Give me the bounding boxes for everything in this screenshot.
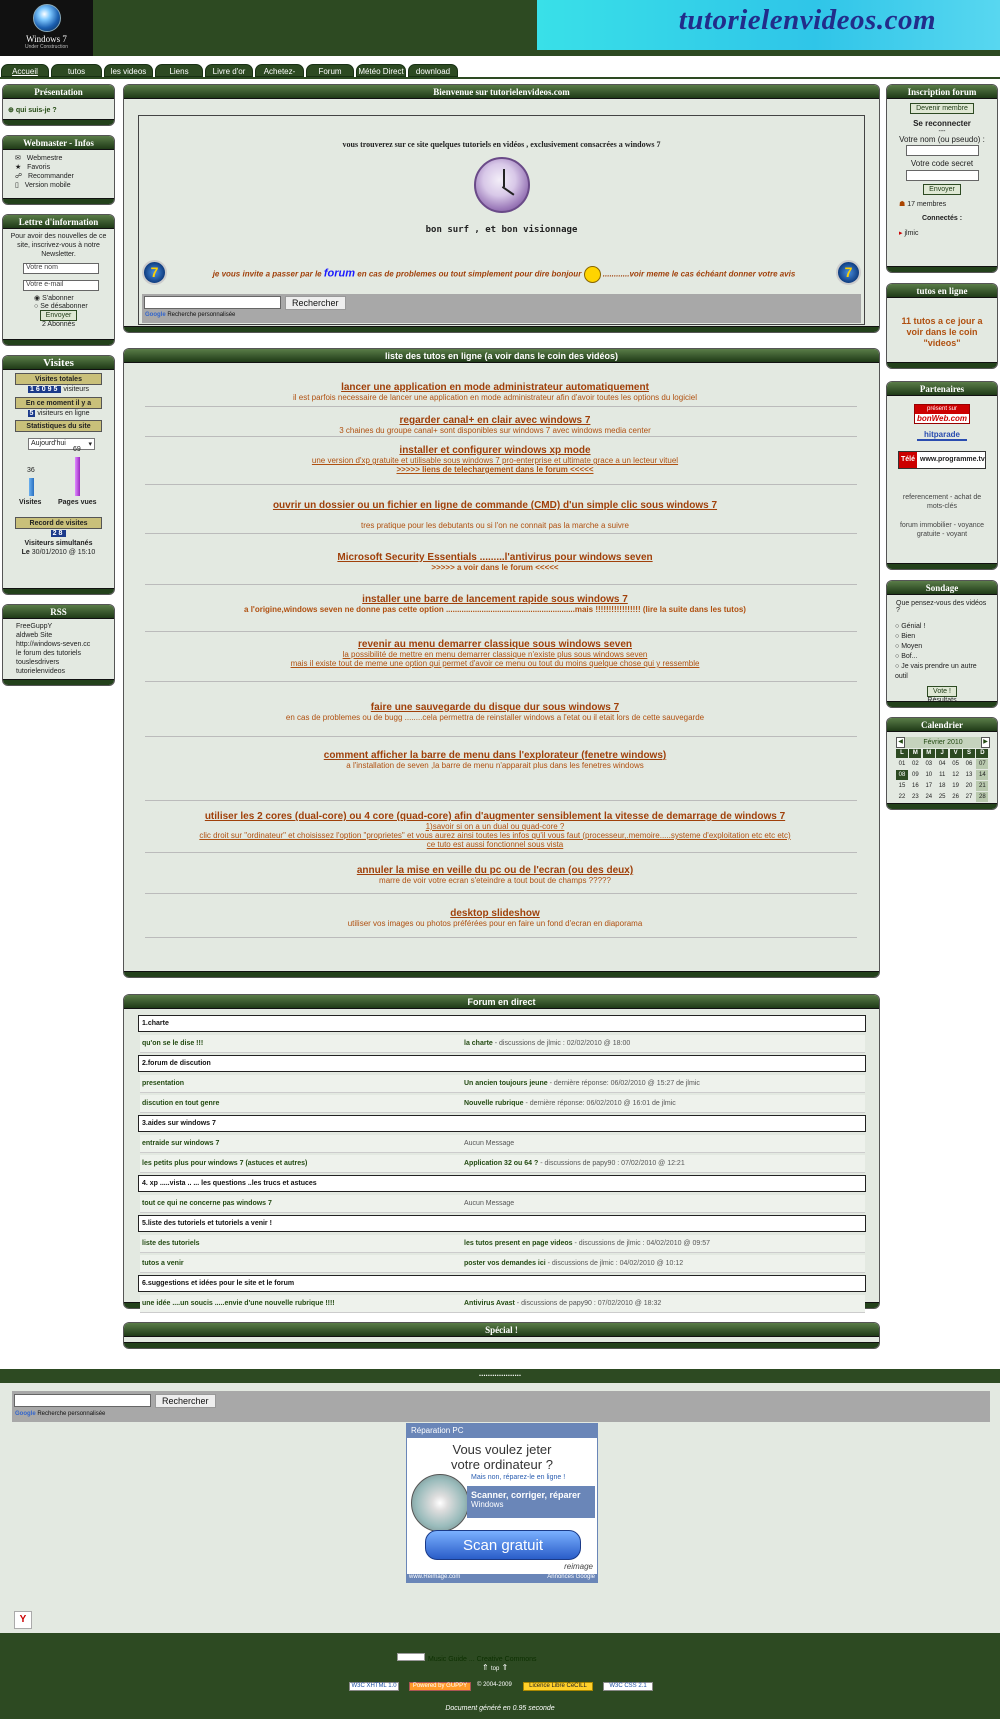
tab-accueil[interactable]: Accueil bbox=[1, 64, 49, 77]
windows-orb-icon bbox=[33, 4, 61, 32]
tuto-description: mais il existe tout de meme une option qui permet d'avoir ce menu ou tout du moins quelque chose qui y ressemble bbox=[290, 659, 700, 668]
period-select[interactable]: Aujourd'hui ▾ bbox=[28, 438, 95, 450]
login-name-input[interactable] bbox=[906, 145, 979, 156]
welcome-frame bbox=[138, 115, 865, 325]
star-icon: ★ bbox=[15, 164, 22, 171]
calendar-day-header: V bbox=[950, 749, 962, 758]
visits-panel: Visites Visites totales 16095 visiteurs En ce moment il y a 5 visiteurs en ligne Statistiques du site Aujourd'hui ▾ 36 69 Visites Pages vues Record de visites 28 Visiteurs simultanés Le 30/01/2010 @ 15:10 bbox=[2, 355, 115, 595]
tuto-item bbox=[125, 750, 865, 770]
tuto-separator bbox=[145, 406, 857, 407]
unsubscribe-radio[interactable]: ○ Se désabonner bbox=[34, 303, 88, 310]
calendar-day[interactable]: 23 bbox=[912, 794, 919, 800]
arrow-right-icon: ▸ bbox=[899, 230, 903, 237]
win7-badge-icon: 7 bbox=[142, 260, 167, 285]
calendar-day-header: M bbox=[909, 749, 921, 758]
forum-topic-link[interactable]: Nouvelle rubrique bbox=[464, 1100, 524, 1107]
panel-title: tutos en ligne bbox=[887, 284, 997, 298]
stats-label: Statistiques du site bbox=[15, 420, 102, 432]
login-name-label: Votre nom (ou pseudo) : bbox=[899, 135, 985, 144]
tuto-item bbox=[125, 415, 865, 435]
newsletter-email-input[interactable]: Votre e-mail bbox=[23, 280, 99, 291]
panel-title: Partenaires bbox=[887, 382, 997, 396]
tab-achetez-vend[interactable]: Achetez- bbox=[255, 64, 304, 77]
tuto-item bbox=[125, 865, 865, 885]
tuto-description: une version d'xp gratuite et utilisable sous windows 7 pro-enterprise et ultimate grace a un lecteur vituel bbox=[311, 456, 679, 465]
scan-button[interactable]: Scan gratuit bbox=[425, 1530, 581, 1560]
pages-bar bbox=[75, 457, 80, 496]
rss-item[interactable]: FreeGuppY bbox=[16, 623, 53, 630]
footer-search-button[interactable]: Rechercher bbox=[155, 1394, 216, 1408]
forum-row bbox=[140, 1195, 865, 1213]
rss-item[interactable]: tutorielenvideos bbox=[16, 668, 66, 675]
tuto-title-link[interactable]: lancer une application en mode administrateur automatiquement bbox=[341, 382, 649, 393]
welcome-invite: je vous invite a passer par le forum en cas de problemes ou tout simplement pour dire bonjour ............voir meme le cas échéant donner votre avis bbox=[179, 266, 829, 283]
tuto-description: marre de voir votre ecran s'eteindre a tout bout de champs ????? bbox=[379, 876, 611, 885]
online-tutos-panel bbox=[886, 283, 998, 369]
forum-category: 4. xp .....vista .. ... les questions ..les trucs et astuces bbox=[138, 1175, 866, 1192]
tuto-item bbox=[125, 908, 865, 928]
site-banner[interactable]: tutorielenvideos.com bbox=[537, 0, 1000, 50]
forum-board-link[interactable]: liste des tutoriels bbox=[142, 1240, 200, 1247]
panel-title: RSS bbox=[3, 605, 114, 619]
forum-board-link[interactable]: qu'on se le dise !!! bbox=[142, 1040, 204, 1047]
newsletter-name-input[interactable]: Votre nom bbox=[23, 263, 99, 274]
calendar-day[interactable]: 22 bbox=[898, 794, 906, 800]
calendar-day[interactable]: 04 bbox=[938, 761, 946, 767]
forum-post-meta: Aucun Message bbox=[464, 1140, 515, 1147]
reconnect-label: Se reconnecter bbox=[913, 119, 971, 128]
calendar-month-bar bbox=[896, 737, 990, 748]
forum-post-meta: Aucun Message bbox=[464, 1200, 515, 1207]
record-counter: 28 bbox=[52, 530, 65, 537]
scroll-arrows: ⇑ top ⇑ bbox=[482, 1663, 509, 1672]
tuto-separator bbox=[145, 484, 857, 485]
calendar-day[interactable]: 26 bbox=[952, 794, 959, 800]
calendar-day[interactable]: 17 bbox=[925, 783, 933, 789]
poll-option-radio[interactable]: ○ Bien bbox=[895, 633, 916, 640]
footer-area bbox=[0, 1383, 1000, 1633]
tuto-separator bbox=[145, 893, 857, 894]
calendar-day[interactable]: 13 bbox=[965, 772, 973, 778]
tuto-title-link[interactable]: revenir au menu demarrer classique sous windows seven bbox=[358, 639, 632, 650]
forum-row bbox=[140, 1035, 865, 1053]
next-month-button[interactable]: ▶ bbox=[981, 737, 990, 748]
xhtml-badge[interactable]: W3C XHTML 1.0 bbox=[349, 1682, 399, 1691]
webmaster-panel bbox=[2, 135, 115, 205]
ad-header: Réparation PC bbox=[407, 1424, 597, 1438]
online-now-counter: 5 bbox=[29, 410, 34, 417]
subscriber-count: 2 Abonnés bbox=[41, 321, 76, 328]
calendar-day-header: S bbox=[963, 749, 975, 758]
ad-line1: Vous voulez jeter bbox=[452, 1442, 552, 1457]
rss-item[interactable]: aldweb Site bbox=[16, 632, 53, 639]
forum-board-link[interactable]: presentation bbox=[142, 1080, 185, 1087]
pages-axis-label: Pages vues bbox=[58, 499, 97, 506]
rss-item[interactable]: le forum des tutoriels bbox=[16, 650, 81, 657]
calendar-day[interactable]: 06 bbox=[965, 761, 973, 767]
become-member-button[interactable]: Devenir membre bbox=[910, 103, 974, 114]
windows7-logo[interactable] bbox=[0, 0, 93, 56]
tuto-title-link[interactable]: annuler la mise en veille du pc ou de l'ecran (ou des deux) bbox=[356, 865, 634, 876]
tuto-item bbox=[125, 445, 865, 474]
forum-last-post bbox=[464, 1260, 683, 1267]
tuto-description: >>>>> a voir dans le forum <<<<< bbox=[431, 563, 559, 572]
forum-row bbox=[140, 1075, 865, 1093]
forum-last-post bbox=[464, 1160, 685, 1167]
forum-last-post bbox=[464, 1080, 700, 1087]
ad-banner[interactable] bbox=[406, 1423, 598, 1583]
calendar-day[interactable]: 16 bbox=[912, 783, 919, 789]
calendar-grid bbox=[896, 749, 990, 804]
tuto-item bbox=[125, 639, 865, 668]
tele-loisirs-logo: Télé bbox=[899, 452, 917, 468]
calendar-day[interactable]: 09 bbox=[912, 772, 919, 778]
mobile-icon: ▯ bbox=[15, 182, 19, 189]
google-search-bar: Rechercher Google Recherche personnalisée bbox=[142, 294, 861, 323]
ad-url-bar: www.Reimage.com Annonces Google bbox=[409, 1574, 595, 1580]
tuto-description: 1)savoir si on a un dual ou quad-core ? bbox=[425, 822, 565, 831]
tab-livre-dor[interactable]: Livre d'or bbox=[205, 64, 253, 77]
hitparade-badge[interactable]: hitparade bbox=[917, 430, 967, 441]
forum-post-meta: - discussions de jlmic : 04/02/2010 @ 10:12 bbox=[545, 1260, 684, 1267]
tuto-item bbox=[125, 702, 865, 722]
tuto-item bbox=[125, 811, 865, 849]
forum-row bbox=[140, 1255, 865, 1273]
calendar-day[interactable]: 25 bbox=[938, 794, 946, 800]
recommend-link[interactable]: ☍ Recommander bbox=[15, 173, 74, 180]
panel-title: liste des tutos en ligne (a voir dans le coin des vidéos) bbox=[124, 349, 879, 363]
total-visits-counter: 16095 bbox=[29, 386, 60, 393]
tuto-item bbox=[125, 500, 865, 530]
login-password-input[interactable] bbox=[906, 170, 979, 181]
tuto-description: tres pratique pour les debutants ou si l'on ne connait pas la marche a suivre bbox=[361, 521, 629, 530]
poll-options bbox=[887, 619, 997, 685]
mail-icon: ✉ bbox=[15, 155, 21, 162]
main-nav bbox=[0, 64, 1000, 79]
guppy-badge[interactable]: Powered by GUPPY bbox=[409, 1682, 471, 1691]
login-pass-label: Votre code secret bbox=[910, 159, 974, 168]
footer-bottom bbox=[0, 1633, 1000, 1719]
header bbox=[0, 0, 1000, 56]
forum-post-meta: - discussions de jlmic : 04/02/2010 @ 09:57 bbox=[572, 1240, 710, 1247]
tuto-description: 3 chaines du groupe canal+ sont disponibles sur windows 7 avec windows media center bbox=[339, 426, 651, 435]
clock-icon bbox=[474, 157, 530, 213]
panel-title: Bienvenue sur tutorielenvideos.com bbox=[124, 85, 879, 99]
rss-item[interactable]: http://windows-seven.cc bbox=[16, 641, 91, 648]
tuto-description: ce tuto est aussi fonctionnel sous vista bbox=[426, 840, 564, 849]
welcome-intro: vous trouverez sur ce site quelques tutoriels en vidéos , exclusivement consacrées a windows 7 bbox=[342, 140, 661, 149]
forum-post-meta: - dernière réponse: 06/02/2010 @ 16:01 de jlmic bbox=[523, 1100, 676, 1107]
logo-text: Windows 7 bbox=[26, 34, 67, 44]
panel-title: Forum en direct bbox=[124, 995, 879, 1009]
poll-option-radio[interactable]: ○ Moyen bbox=[895, 643, 923, 650]
tuto-title-link[interactable]: utiliser les 2 cores (dual-core) ou 4 core (quad-core) afin d'augmenter sensiblement la vitesse de demarrage de windows 7 bbox=[204, 811, 786, 822]
forum-board-link[interactable]: tout ce qui ne concerne pas windows 7 bbox=[142, 1200, 272, 1207]
members-icon: ☗ bbox=[899, 201, 906, 208]
calendar-day[interactable]: 11 bbox=[939, 772, 946, 778]
subscribe-radio[interactable]: ◉ S'abonner bbox=[34, 295, 74, 302]
mobile-link[interactable]: ▯ Version mobile bbox=[15, 182, 71, 189]
badge-row bbox=[349, 1682, 649, 1691]
footer-google-search: Rechercher Google Recherche personnalisée bbox=[12, 1391, 990, 1422]
smiley-icon bbox=[584, 266, 601, 283]
tab-forum[interactable]: Forum bbox=[306, 64, 354, 77]
tuto-separator bbox=[145, 736, 857, 737]
forum-last-post bbox=[464, 1140, 514, 1147]
presentation-link[interactable]: ⊕ qui suis-je ? bbox=[8, 107, 57, 114]
tuto-title-link[interactable]: faire une sauvegarde du disque dur sous windows 7 bbox=[370, 702, 620, 713]
forum-last-post bbox=[464, 1240, 710, 1247]
cecill-badge[interactable]: Licence Libre CeCILL bbox=[523, 1682, 593, 1691]
calendar-day[interactable]: 10 bbox=[925, 772, 933, 778]
logo-subtext: Under Construction bbox=[24, 44, 69, 50]
tuto-separator bbox=[145, 681, 857, 682]
panel-title: Lettre d'information bbox=[3, 215, 114, 229]
newsletter-text: Pour avoir des nouvelles de ce site, inscrivez-vous à notre Newsletter. bbox=[10, 233, 107, 258]
calendar-day[interactable]: 12 bbox=[952, 772, 959, 778]
forum-topic-link[interactable]: Un ancien toujours jeune bbox=[464, 1080, 548, 1087]
pages-value: 69 bbox=[73, 446, 81, 453]
online-tutos-text: 11 tutos a ce jour a voir dans le coin "videos" bbox=[901, 316, 983, 348]
yahoo-icon[interactable]: Y bbox=[14, 1611, 32, 1629]
simultaneous-label: Visiteurs simultanés bbox=[24, 540, 93, 547]
generated-time: Document généré en 0.95 seconde bbox=[445, 1705, 555, 1712]
w3c-badge-icon bbox=[397, 1653, 425, 1661]
forum-row bbox=[140, 1235, 865, 1253]
calendar-day[interactable]: 24 bbox=[925, 794, 933, 800]
visits-bar-chart bbox=[3, 446, 114, 514]
newsletter-panel bbox=[2, 214, 115, 346]
tuto-separator bbox=[145, 631, 857, 632]
calendar-day[interactable]: 27 bbox=[965, 794, 973, 800]
poll-question: Que pensez-vous des vidéos ? bbox=[896, 600, 987, 614]
record-label: Record de visites bbox=[15, 517, 102, 529]
special-panel bbox=[123, 1322, 880, 1349]
google-logo: Google bbox=[15, 1411, 36, 1417]
license-line: Music Guide ... Creative Commons bbox=[397, 1653, 537, 1663]
visits-bar bbox=[29, 478, 34, 496]
tuto-separator bbox=[145, 436, 857, 437]
calendar-day[interactable]: 20 bbox=[965, 783, 973, 789]
forum-post-meta: - discussions de papy90 : 07/02/2010 @ 12:21 bbox=[538, 1160, 685, 1167]
welcome-panel bbox=[123, 84, 880, 333]
vote-button[interactable]: Vote ! bbox=[927, 686, 957, 697]
tuto-item bbox=[125, 382, 865, 402]
calendar-day[interactable]: 07 bbox=[976, 759, 988, 769]
forum-topic-link[interactable]: poster vos demandes ici bbox=[464, 1260, 546, 1267]
webmaster-link[interactable]: ✉ Webmestre bbox=[15, 155, 63, 162]
newsletter-send-button[interactable]: Envoyer bbox=[40, 310, 78, 321]
rss-panel bbox=[2, 604, 115, 686]
calendar-month: Février 2010 bbox=[923, 739, 963, 746]
programme-tv-badge[interactable]: Télé www.programme.tv bbox=[898, 451, 986, 469]
rss-item[interactable]: touslesdrivers bbox=[16, 659, 60, 666]
tuto-title-link[interactable]: desktop slideshow bbox=[450, 908, 540, 919]
footer-search-input[interactable] bbox=[14, 1394, 151, 1407]
forum-category: 5.liste des tutoriels et tutoriels a venir ! bbox=[138, 1215, 866, 1232]
forum-last-post bbox=[464, 1300, 661, 1307]
visits-value: 36 bbox=[27, 467, 35, 474]
login-send-button[interactable]: Envoyer bbox=[923, 184, 961, 195]
forum-board-link[interactable]: discution en tout genre bbox=[142, 1100, 220, 1107]
cd-icon bbox=[411, 1474, 469, 1532]
calendar-day[interactable]: 15 bbox=[898, 783, 906, 789]
forum-topic-link[interactable]: la charte bbox=[464, 1040, 493, 1047]
tab-videos[interactable]: les videos bbox=[104, 64, 153, 77]
calendar-panel bbox=[886, 717, 998, 810]
poll-option-radio[interactable]: ○ Je vais prendre un autre outil bbox=[895, 663, 977, 680]
tuto-separator bbox=[145, 533, 857, 534]
tuto-description: il est parfois necessaire de lancer une application en mode administrateur afin d'avoir toutes les options du logiciel bbox=[293, 393, 697, 402]
forum-post-meta: - discussions de jlmic : 02/02/2010 @ 18:00 bbox=[492, 1040, 631, 1047]
panel-title: Spécial ! bbox=[124, 1323, 879, 1337]
calendar-day[interactable]: 08 bbox=[896, 770, 908, 780]
forum-row bbox=[140, 1095, 865, 1113]
forum-board-link[interactable]: une idée ....un soucis .....envie d'une nouvelle rubrique !!!! bbox=[142, 1300, 335, 1307]
ad-feature: Scanner, corriger, réparer Windows bbox=[467, 1486, 595, 1518]
forum-last-post bbox=[464, 1100, 676, 1107]
forum-category: 6.suggestions et idées pour le site et le forum bbox=[138, 1275, 866, 1292]
tuto-description: >>>>> liens de telechargement dans le forum <<<<< bbox=[396, 465, 594, 474]
ad-line3: Mais non, réparez-le en ligne ! bbox=[471, 1474, 566, 1481]
tuto-description: clic droit sur "ordinateur" et choisissez l'option "proprietes" et vous aurez ainsi toutes les infos qu'il vous faut (processeur,.memoire.....systeme d'exploitation etc etc etc) bbox=[199, 831, 791, 840]
calendar-day[interactable]: 02 bbox=[912, 761, 919, 767]
tab-meteo[interactable]: Météo Direct bbox=[356, 64, 406, 77]
tuto-separator bbox=[145, 852, 857, 853]
calendar-day[interactable]: 28 bbox=[976, 792, 988, 802]
google-logo: Google bbox=[145, 312, 166, 318]
chevron-down-icon: ▾ bbox=[88, 441, 92, 448]
panel-title: Inscription forum bbox=[887, 85, 997, 99]
tuto-separator bbox=[145, 937, 857, 938]
forum-board-link[interactable]: entraide sur windows 7 bbox=[142, 1140, 220, 1147]
forum-row bbox=[140, 1155, 865, 1173]
tuto-title-link[interactable]: comment afficher la barre de menu dans l'explorateur (fenetre windows) bbox=[323, 750, 667, 761]
forum-last-post bbox=[464, 1200, 514, 1207]
tuto-title-link[interactable]: installer une barre de lancement rapide sous windows 7 bbox=[362, 594, 628, 605]
forum-last-post bbox=[464, 1040, 630, 1047]
connected-user: ▸ jlmic bbox=[899, 230, 919, 237]
forum-post-meta: - dernière réponse: 06/02/2010 @ 15:27 de jlmic bbox=[547, 1080, 700, 1087]
forum-row bbox=[140, 1135, 865, 1153]
favorites-link[interactable]: ★ Favoris bbox=[15, 164, 51, 171]
poll-option-radio[interactable]: ○ Bof... bbox=[895, 653, 918, 660]
panel-title: Sondage bbox=[887, 581, 997, 595]
tuto-separator bbox=[145, 584, 857, 585]
calendar-day-header: J bbox=[936, 749, 948, 758]
tuto-title-link[interactable]: regarder canal+ en clair avec windows 7 bbox=[399, 415, 591, 426]
presentation-panel bbox=[2, 84, 115, 126]
tuto-item bbox=[125, 594, 865, 614]
tuto-separator bbox=[145, 800, 857, 801]
poll-option-radio[interactable]: ○ Génial ! bbox=[895, 623, 926, 630]
bonweb-badge[interactable]: présent sur bonWeb.com bbox=[914, 404, 970, 424]
connected-label: Connectés : bbox=[921, 215, 963, 222]
members-count: ☗ 17 membres bbox=[899, 201, 947, 208]
partners-panel bbox=[886, 381, 998, 570]
ad-line2: votre ordinateur ? bbox=[451, 1457, 553, 1472]
copyright: © 2004-2009 bbox=[477, 1682, 512, 1688]
tuto-item bbox=[125, 552, 865, 572]
search-button[interactable]: Rechercher bbox=[285, 296, 346, 310]
poll-panel bbox=[886, 580, 998, 708]
prev-month-button[interactable]: ◀ bbox=[896, 737, 905, 748]
panel-title: Visites bbox=[3, 356, 114, 370]
forum-topic-link[interactable]: les tutos present en page videos bbox=[464, 1240, 573, 1247]
forum-link[interactable]: forum bbox=[323, 267, 356, 280]
forum-category: 2.forum de discution bbox=[138, 1055, 866, 1072]
calendar-day[interactable]: 05 bbox=[952, 761, 959, 767]
visits-axis-label: Visites bbox=[19, 499, 42, 506]
tuto-description: a l'origine,windows seven ne donne pas cette option ..........................................................mais !!!!!!!!!!!!!!!!! (lire la suite dans les tutos) bbox=[244, 605, 746, 614]
calendar-day[interactable]: 03 bbox=[925, 761, 933, 767]
panel-title: Calendrier bbox=[887, 718, 997, 732]
welcome-goodbye: bon surf , et bon visionnage bbox=[425, 225, 578, 235]
calendar-day[interactable]: 19 bbox=[952, 783, 959, 789]
presentation-item[interactable]: qui suis-je ? bbox=[15, 107, 57, 114]
arrow-up-icon[interactable]: ⇑ bbox=[501, 1663, 509, 1672]
footer-bar: ................... bbox=[0, 1369, 1000, 1383]
forum-category: 1.charte bbox=[138, 1015, 866, 1032]
tuto-description: a l'installation de seven ,la barre de menu n'apparait plus dans les fenetres windows bbox=[346, 761, 644, 770]
panel-title: Présentation bbox=[3, 85, 114, 99]
login-separator: --- bbox=[938, 128, 946, 135]
partner-link[interactable]: referencement - achat de mots-clés bbox=[902, 494, 982, 510]
panel-title: Webmaster - Infos bbox=[3, 136, 114, 150]
forum-board-link[interactable]: tutos a venir bbox=[142, 1260, 184, 1267]
calendar-day[interactable]: 14 bbox=[976, 770, 988, 780]
tab-liens[interactable]: Liens bbox=[155, 64, 203, 77]
tuto-title-link[interactable]: ouvrir un dossier ou un fichier en ligne de commande (CMD) d'un simple clic sous windows 7 bbox=[272, 500, 718, 511]
forum-post-meta: - discussions de papy90 : 07/02/2010 @ 18:32 bbox=[514, 1300, 662, 1307]
forum-topic-link[interactable]: Antivirus Avast bbox=[464, 1300, 515, 1307]
login-panel bbox=[886, 84, 998, 273]
arrow-up-icon[interactable]: ⇑ bbox=[482, 1663, 489, 1672]
forum-category: 3.aides sur windows 7 bbox=[138, 1115, 866, 1132]
google-search-input[interactable] bbox=[144, 296, 281, 309]
forum-board-link[interactable]: les petits plus pour windows 7 (astuces et autres) bbox=[142, 1160, 308, 1167]
tuto-title-link[interactable]: Microsoft Security Essentials .........l'antivirus pour windows seven bbox=[337, 552, 653, 563]
online-now-label: En ce moment il y a bbox=[15, 397, 102, 409]
ad-brand: reimage bbox=[564, 1562, 593, 1571]
tab-tutos[interactable]: tutos bbox=[51, 64, 102, 77]
win7-badge-icon: 7 bbox=[836, 260, 861, 285]
partner-link[interactable]: forum immobilier - voyance gratuite - voyant bbox=[899, 522, 985, 538]
css-badge[interactable]: W3C CSS 2.1 bbox=[603, 1682, 653, 1691]
tuto-description: la possibilité de mettre en menu demarrer classique n'existe plus sous windows seven bbox=[342, 650, 648, 659]
calendar-day[interactable]: 21 bbox=[976, 781, 988, 791]
tuto-description: en cas de problemes ou de bugg ........cela permettra de reinstaller windows a l'etat ou il etait lors de cette sauvegarde bbox=[285, 713, 705, 722]
forum-row bbox=[140, 1295, 865, 1313]
calendar-day[interactable]: 01 bbox=[898, 761, 906, 767]
forum-topic-link[interactable]: Application 32 ou 64 ? bbox=[464, 1160, 539, 1167]
tab-download[interactable]: download bbox=[408, 64, 458, 77]
calendar-day-header: D bbox=[976, 749, 988, 758]
calendar-day-header: M bbox=[923, 749, 935, 758]
total-visits-label: Visites totales bbox=[15, 373, 102, 385]
tuto-description: utiliser vos images ou photos préférées pour en faire un fond d'ecran en diaporama bbox=[347, 919, 643, 928]
calendar-day-header: L bbox=[896, 749, 908, 758]
share-icon: ☍ bbox=[15, 173, 23, 180]
calendar-day[interactable]: 18 bbox=[938, 783, 946, 789]
record-date: Le 30/01/2010 @ 15:10 bbox=[21, 549, 96, 556]
tuto-title-link[interactable]: installer et configurer windows xp mode bbox=[399, 445, 591, 456]
